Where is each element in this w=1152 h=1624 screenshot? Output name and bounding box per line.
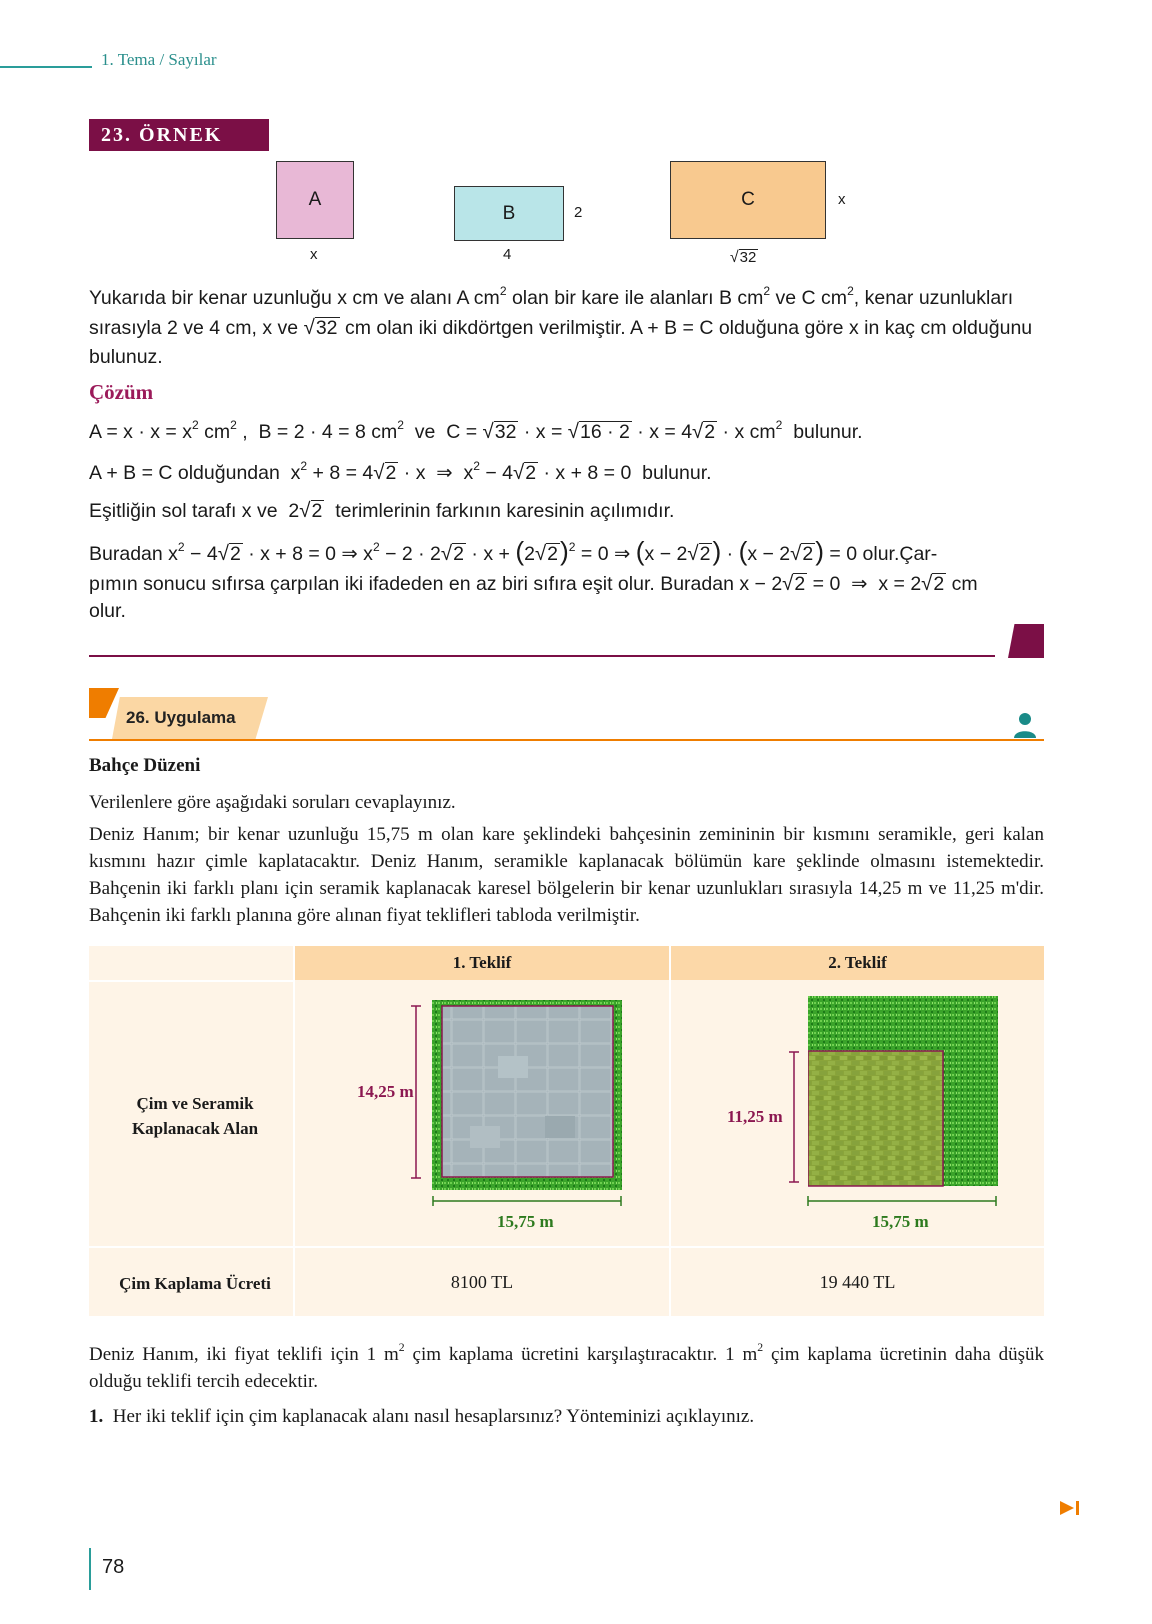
rect-b-height: 2 [574,204,583,221]
offer-1-total-label: 15,75 m [497,1212,554,1231]
solution-line-2: A + B = C olduğundan $x^2 + 8 = 4√2 \cdot x$ ⇒ $x^2 - 4√2 \cdot x + 8 = 0$ bulunur. [89,458,712,484]
solution-line-3: Eşitliğin sol tarafı x ve 2√2 terimlerinin farkının karesinin açılımıdır. [89,499,675,522]
comparison-note: Deniz Hanım, iki fiyat teklifi için 1 $m^2$ çim kaplama ücretini karşılaştıracaktır. 1 $m^2$ çim kaplama ücretinin daha düşük olduğu teklifi tercih edecektir. [89,1340,1045,1392]
square-a-side: x [310,246,318,263]
solution-line-6: olur. [89,600,126,622]
application-rule [89,739,1044,741]
application-body: Deniz Hanım; bir kenar uzunluğu 15,75 m olan kare şeklindeki bahçesinin zemininin bir kısmını seramikle, geri kalan kısmını hazır çimle kaplatacaktır. Deniz Hanım, seramikle kaplanacak bölümün kare şeklinde olmasını istemektedir. Bahçenin iki farklı planı için seramik kaplanacak karesel bölgelerin bir kenar uzunlukları sırasıyla 14,25 m ve 11,25 m'dir. Bahçenin iki farklı planına göre alınan fiyat teklifleri tabloda verilmiştir. [89,824,1044,926]
offer-2-garden-plan [808,996,1000,1188]
solution-line-4: Buradan $x^2 - 4√2 \cdot x + 8 = 0$ ⇒ $x^2 - 2 \cdot 2√2 \cdot x + (2√2)^2 = 0$ ⇒ (x − 2√2) · (x − 2√2) = 0 olur.Çar- [89,536,938,566]
row-head-price: Çim Kaplama Ücreti [119,1274,271,1293]
header-rule [0,66,92,68]
breadcrumb: 1. Tema / Sayılar [101,50,217,69]
offer-1-total-dimension [431,1195,623,1207]
question-1: 1. Her iki teklif için çim kaplanacak alanı nasıl hesaplarsınız? Yönteminizi açıklayınız. [89,1406,755,1427]
section-divider [89,655,995,657]
table-divider [293,946,295,1316]
rect-c [670,161,826,239]
offer-1-heading: 1. Teklif [452,953,512,972]
table-divider [669,946,671,1316]
page-number: 78 [102,1556,125,1578]
row-head-area: Çim ve Seramik Kaplanacak Alan [131,1094,259,1138]
rect-c-label: C [741,189,755,210]
solution-title: Çözüm [89,380,154,404]
rect-b-width: 4 [503,246,512,263]
problem-text: Yukarıda bir kenar uzunluğu x cm ve alanı A $cm^2$ olan bir kare ile alanları B $cm^2$ ve C $cm^2$, kenar uzunlukları sırasıyla 2 ve 4 cm, x ve √32 cm olan iki dikdörtgen verilmiştir. A + B = C olduğuna göre x in kaç cm olduğunu bulunuz. [89,283,1033,368]
offer-2-side-label: 11,25 m [727,1107,783,1126]
square-a [276,161,354,239]
offer-1-price: 8100 TL [450,1272,514,1292]
square-a-label: A [308,189,322,210]
solution-line-1: $A = x \cdot x = x^2$ $cm^2$ , B = 2 · 4 = 8 $cm^2$ ve C = √32 · x = √16 · 2 · x = 4√2 · x $cm^2$ bulunur. [89,417,863,443]
person-icon [1013,712,1037,738]
rect-b-label: B [502,202,516,224]
offer-2-price: 19 440 TL [819,1272,896,1292]
rect-c-height: x [838,191,846,208]
application-title: Bahçe Düzeni [89,755,201,776]
offer-2-heading: 2. Teklif [828,953,887,972]
table-divider [89,980,295,982]
application-tag: 26. Uygulama [126,708,236,727]
next-page-icon[interactable] [1059,1500,1081,1516]
divider-tab [1008,624,1044,658]
rect-b [454,186,564,241]
example-tag: 23. ÖRNEK [89,119,269,151]
application-corner [89,688,119,718]
offer-1-side-label: 14,25 m [357,1082,414,1101]
rect-c-width: √32 [730,249,757,266]
offer-2-total-label: 15,75 m [872,1212,929,1231]
offer-2-total-dimension [806,1195,998,1207]
table-divider [89,1246,1044,1248]
solution-line-5: pımın sonucu sıfırsa çarpılan iki ifadeden en az biri sıfıra eşit olur. Buradan x − 2√2 = 0 ⇒ x = 2√2 cm [89,572,978,595]
page-number-bar [89,1548,91,1590]
offer-2-side-dimension [788,1050,800,1184]
application-intro: Verilenlere göre aşağıdaki soruları cevaplayınız. [89,792,456,813]
offer-1-garden-plan [420,996,630,1206]
